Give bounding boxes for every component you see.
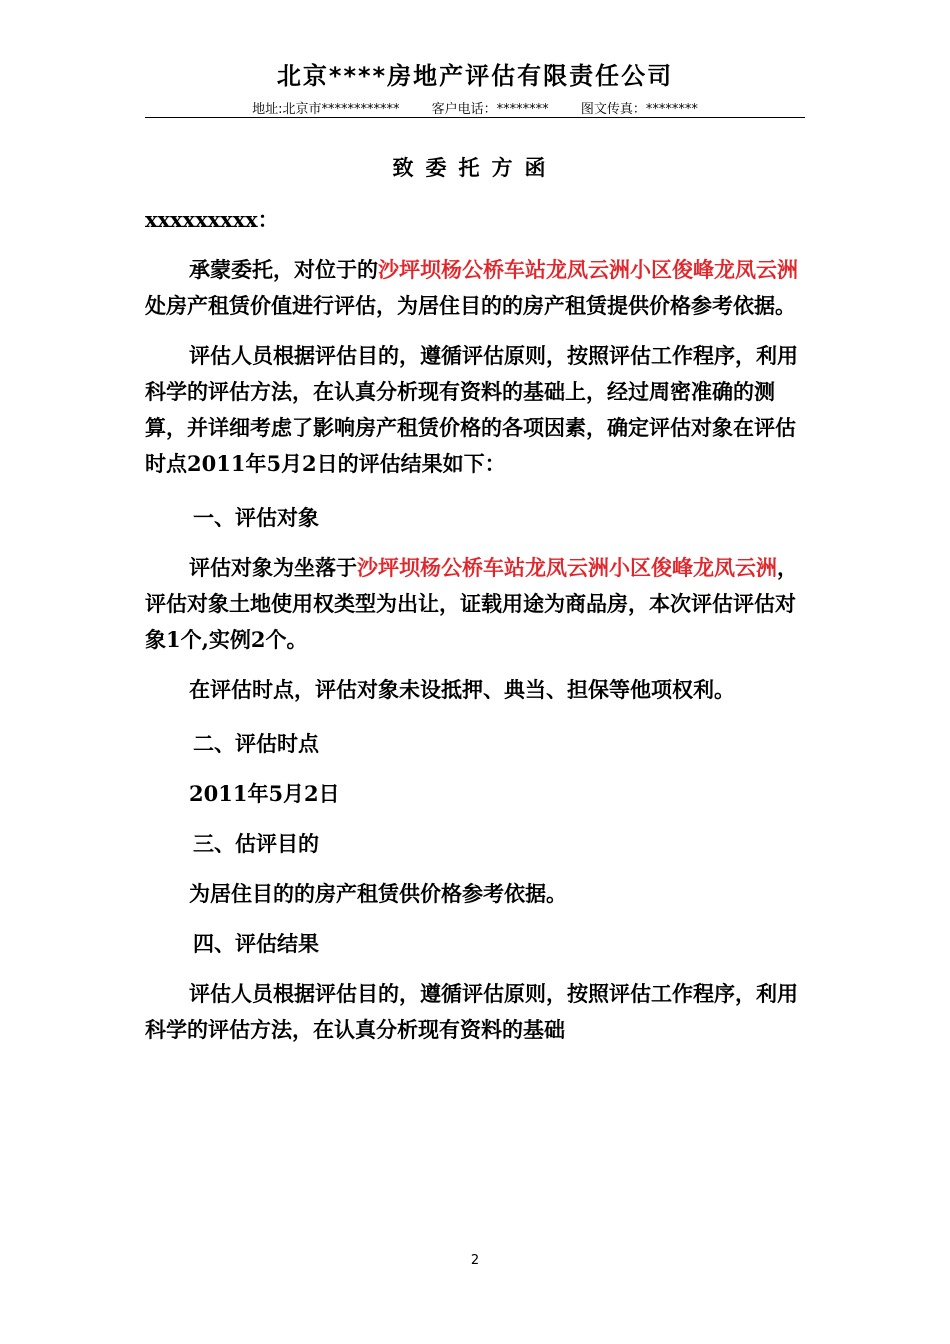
- paragraph-method: 评估人员根据评估目的，遵循评估原则，按照评估工作程序，利用科学的评估方法，在认真分析现有资料的基础上，经过周密准确的测算，并详细考虑了影响房产租赁价格的各项因素，确定评估对象在评估时点2011年5月2日的评估结果如下：: [145, 343, 798, 476]
- section-heading-result: 四、评估结果: [193, 931, 319, 956]
- document-body: [145, 202, 805, 1048]
- paragraph-object: [145, 550, 805, 658]
- contact-line: [0, 98, 950, 117]
- paragraph-commission: [145, 252, 805, 324]
- object-location-highlight: 沙坪坝杨公桥车站龙凤云洲小区俊峰龙凤云洲: [357, 555, 777, 580]
- paragraph-object-start: 评估对象为坐落于: [189, 555, 357, 580]
- valuation-date: 2011年5月2日: [189, 781, 340, 806]
- document-title: 致委托方函: [392, 155, 558, 180]
- paragraph-commission-start: 承蒙委托，对位于的: [189, 257, 378, 282]
- section-heading-date: 二、评估时点: [193, 731, 319, 756]
- fax-text: 图文传真：********: [580, 102, 698, 117]
- page-number: 2: [470, 1253, 480, 1268]
- salutation: xxxxxxxxx：: [145, 207, 279, 232]
- property-location-highlight: 沙坪坝杨公桥车站龙凤云洲小区俊峰龙凤云洲: [378, 257, 798, 282]
- paragraph-commission-end: 处房产租赁价值进行评估，为居住目的的房产租赁提供价格参考依据。: [145, 293, 796, 318]
- header-divider: [145, 117, 805, 118]
- paragraph-result: 评估人员根据评估目的，遵循评估原则，按照评估工作程序，利用科学的评估方法，在认真分析现有资料的基础: [145, 981, 798, 1042]
- paragraph-purpose: 为居住目的的房产租赁供价格参考依据。: [189, 881, 567, 906]
- section-heading-object: 一、评估对象: [193, 505, 319, 530]
- phone-text: 客户电话：********: [431, 102, 549, 117]
- address-text: 地址:北京市************: [252, 102, 400, 117]
- company-name: 北京****房地产评估有限责任公司: [276, 62, 674, 90]
- paragraph-rights: 在评估时点，评估对象未设抵押、典当、担保等他项权利。: [189, 677, 735, 702]
- paragraph-object-end: ，评估对象土地使用权类型为出让，证载用途为商品房，本次评估评估对象1个,实例2个。: [145, 555, 798, 652]
- section-heading-purpose: 三、估评目的: [193, 831, 319, 856]
